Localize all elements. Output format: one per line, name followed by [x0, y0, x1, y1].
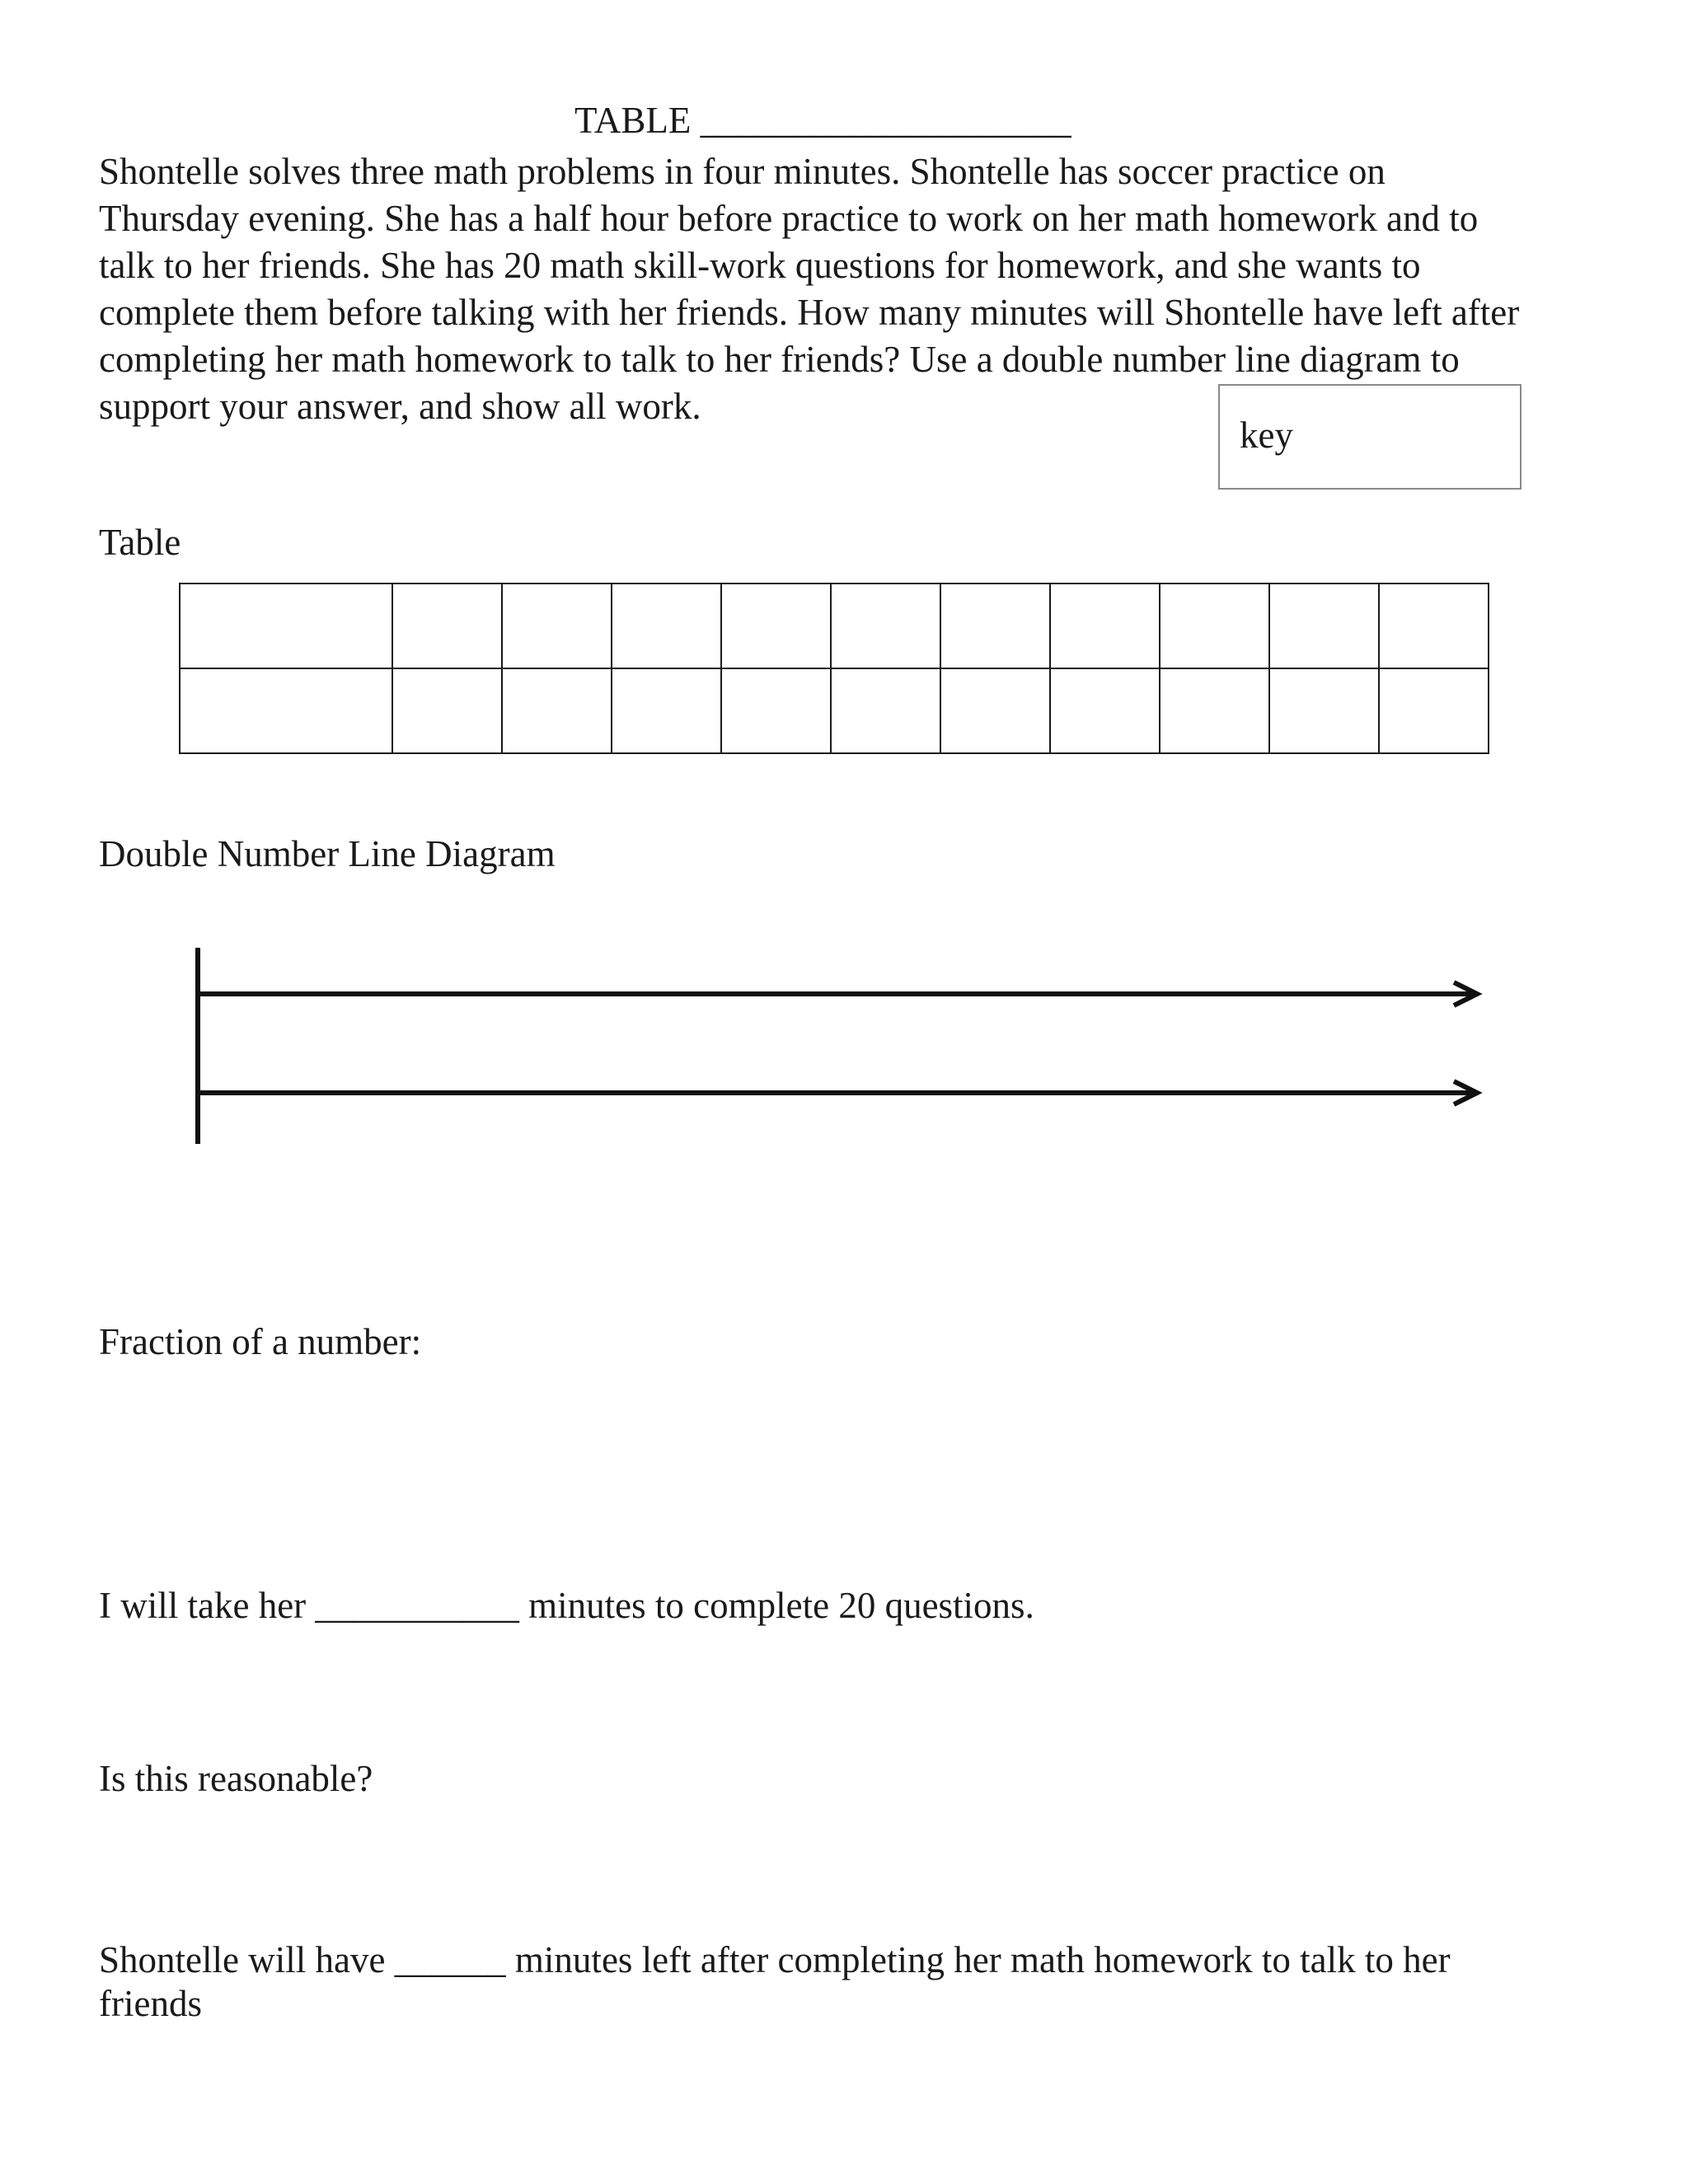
table-row-header-cell[interactable]	[180, 668, 392, 753]
table-cell[interactable]	[612, 668, 721, 753]
key-label: key	[1240, 415, 1293, 456]
table-cell[interactable]	[1050, 583, 1160, 668]
problem-line: support your answer, and show all work.	[99, 386, 701, 427]
table-cell[interactable]	[940, 583, 1050, 668]
problem-line: talk to her friends. She has 20 math skill-work questions for homework, and she wants to	[99, 245, 1421, 286]
table-cell[interactable]	[1160, 668, 1269, 753]
table-cell[interactable]	[1269, 668, 1379, 753]
table-cell[interactable]	[612, 583, 721, 668]
reasonable-question: Is this reasonable?	[99, 1758, 373, 1799]
table-cell[interactable]	[1160, 583, 1269, 668]
worksheet-title: TABLE ____________________	[574, 100, 1071, 141]
table-cell[interactable]	[392, 668, 502, 753]
table-row	[180, 668, 1489, 753]
table-row	[180, 583, 1489, 668]
time-answer-sentence: I will take her ___________ minutes to complete 20 questions.	[99, 1585, 1034, 1626]
table-row-header-cell[interactable]	[180, 583, 392, 668]
diagram-section-label: Double Number Line Diagram	[99, 833, 556, 874]
table-cell[interactable]	[831, 668, 940, 753]
table-cell[interactable]	[721, 583, 831, 668]
table-cell[interactable]	[831, 583, 940, 668]
table-cell[interactable]	[940, 668, 1050, 753]
double-number-line-diagram	[165, 940, 1500, 1154]
table-cell[interactable]	[1379, 583, 1489, 668]
fraction-section-label: Fraction of a number:	[99, 1321, 422, 1362]
table-cell[interactable]	[721, 668, 831, 753]
problem-line: completing her math homework to talk to her friends? Use a double number line diagram to	[99, 339, 1460, 380]
problem-line: Thursday evening. She has a half hour before practice to work on her math homework and to	[99, 198, 1479, 239]
table-section-label: Table	[99, 522, 181, 563]
problem-line: Shontelle solves three math problems in four minutes. Shontelle has soccer practice on	[99, 151, 1386, 192]
minutes-left-sentence: Shontelle will have ______ minutes left after completing her math homework to talk to her	[99, 1939, 1451, 1980]
key-box[interactable]	[1218, 384, 1522, 490]
table-cell[interactable]	[502, 668, 612, 753]
table-cell[interactable]	[1269, 583, 1379, 668]
table-cell[interactable]	[1379, 668, 1489, 753]
table-cell[interactable]	[392, 583, 502, 668]
answer-table	[179, 583, 1489, 754]
table-cell[interactable]	[1050, 668, 1160, 753]
table-cell[interactable]	[502, 583, 612, 668]
minutes-left-sentence-end: friends	[99, 1983, 202, 2024]
problem-line: complete them before talking with her friends. How many minutes will Shontelle have left after	[99, 292, 1520, 333]
